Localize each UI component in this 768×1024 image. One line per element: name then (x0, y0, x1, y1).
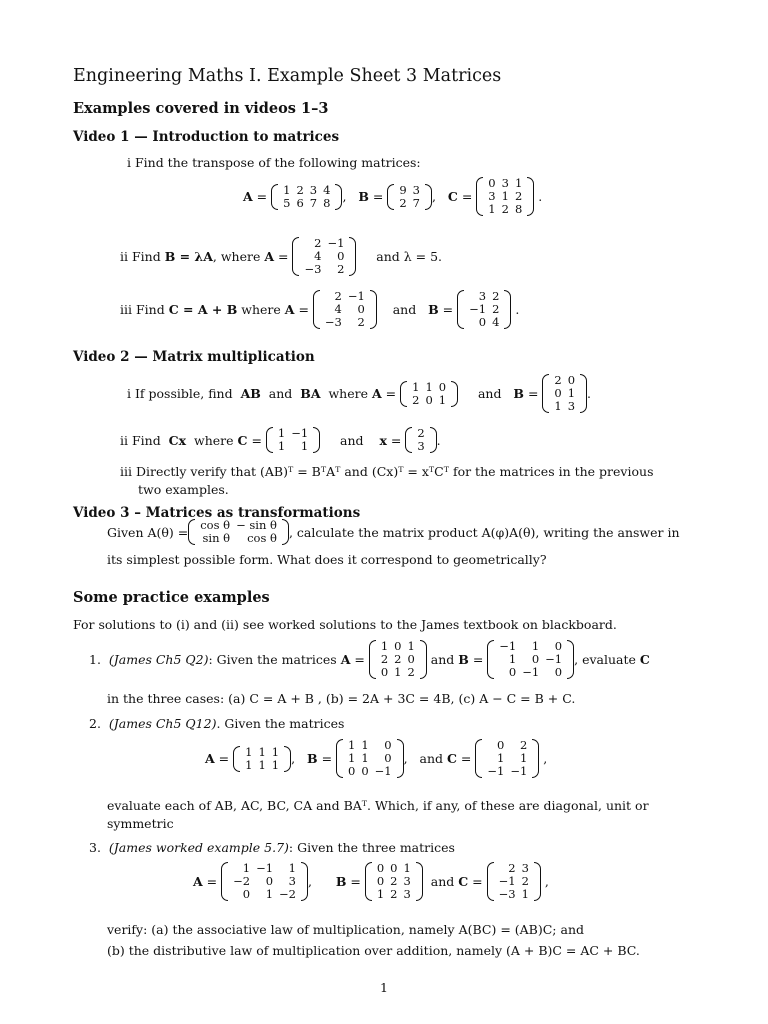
video2-item-iii-line2: two examples. (138, 482, 229, 497)
matrix-entry: 1 (501, 189, 509, 203)
matrix-row (396, 184, 423, 197)
matrix-entry: 2 (407, 665, 415, 679)
matrix-entry: 4 (334, 302, 342, 316)
matrix-entry: cos θ (247, 531, 277, 545)
matrix-row (414, 440, 427, 453)
matrix-entries (396, 184, 423, 210)
matrix-entry: 4 (323, 182, 331, 197)
matrix-entry: 0 (488, 176, 496, 190)
ii-lambda: and λ = 5. (376, 249, 443, 264)
matrix-entry: 0 (438, 379, 447, 394)
q2-eval-line1: evaluate each of AB, AC, BC, CA and BAᵀ. Which, if any, of these are diagonal, unit or (107, 798, 649, 813)
matrix-entry: 1 (380, 639, 389, 653)
matrix-v2-C (266, 427, 320, 453)
matrix-q3-C (487, 862, 541, 901)
right-paren (567, 640, 574, 679)
video2-item-i: i If possible, find AB and BA where A = 1 1 0 2 0 1 and B = 2 0 0 1 1 3 . (127, 373, 592, 413)
matrix-A (271, 184, 342, 210)
matrix-entry: 6 (296, 195, 304, 210)
left-paren (542, 374, 549, 413)
matrix-entry: −3 (304, 262, 322, 276)
left-paren (188, 519, 195, 545)
matrix-entry: 2 (337, 262, 345, 276)
matrix-entry: 3 (288, 874, 296, 888)
matrix-entry: 0 (394, 639, 402, 653)
matrix-entry: 2 (521, 874, 529, 888)
matrix-iii-B (457, 290, 511, 329)
left-paren (271, 184, 278, 210)
matrix-entry: 1 (554, 399, 562, 413)
matrix-row (345, 765, 395, 778)
matrix-entry: 2 (296, 182, 304, 197)
left-paren (487, 862, 494, 901)
matrix-entry: 0 (357, 302, 365, 316)
iii-label: iii Find (120, 302, 165, 317)
matrix-entry: −3 (498, 887, 516, 901)
matrix-row (301, 263, 347, 276)
matrix-entry: 2 (492, 302, 500, 316)
matrix-entry: 1 (258, 757, 266, 772)
matrix-q2-B (336, 739, 404, 778)
video3-question-line2: its simplest possible form. What does it correspond to geometrically? (107, 552, 547, 567)
matrix-entry: 1 (521, 887, 529, 901)
matrix-entry: 1 (288, 861, 296, 875)
matrix-entry: 8 (514, 202, 523, 216)
matrix-entry: −1 (522, 665, 540, 679)
matrix-row (484, 765, 530, 778)
matrix-row (374, 888, 414, 901)
matrix-entry: −1 (487, 764, 505, 778)
right-paren (335, 184, 342, 210)
matrix-entries (551, 374, 578, 413)
right-paren (580, 374, 587, 413)
matrix-entry: 0 (407, 652, 415, 666)
matrix-entry: 1 (403, 861, 411, 875)
matrix-entry: 1 (245, 757, 253, 772)
matrix-entry: 0 (384, 751, 392, 765)
q1-row: 1. (James Ch5 Q2) : Given the matrices A = 1 0 1 2 2 0 0 1 2 and B = −1 1 0 1 0 −1 0 −1 0 , evaluate C (89, 639, 650, 679)
left-paren (292, 237, 299, 276)
matrix-row (275, 440, 311, 453)
matrix-row (496, 888, 532, 901)
matrix-entry: 2 (357, 315, 365, 329)
matrix-entry: 2 (334, 289, 342, 303)
matrix-entry: 2 (314, 236, 322, 250)
practice-heading: Some practice examples (73, 589, 270, 606)
right-paren (425, 184, 432, 210)
video2-item-ii: ii Find Cx where C = 1 −1 1 1 and x = 2 3 . (120, 426, 441, 453)
matrix-entries (484, 739, 530, 778)
right-paren (504, 290, 511, 329)
q3-heading: 3. (James worked example 5.7) : Given the three matrices (89, 840, 455, 855)
matrix-entries (301, 237, 347, 276)
matrix-entry: 1 (300, 439, 309, 453)
matrix-q2-A (233, 746, 291, 772)
left-paren (400, 381, 407, 407)
matrix-entry: 0 (390, 861, 398, 875)
right-paren (370, 290, 377, 329)
matrix-entry: 2 (390, 874, 398, 888)
matrix-row (197, 532, 280, 545)
video1-item-iii: iii Find C = A + B where A = 2 −1 4 0 −3 2 and B = 3 2 −1 2 0 4 . (120, 289, 520, 329)
left-paren (387, 184, 394, 210)
matrix-entry: 3 (403, 874, 411, 888)
matrix-entry: 1 (567, 386, 576, 400)
q1-cases: in the three cases: (a) C = A + B , (b) = 2A + 3C = 4B, (c) A − C = B + C. (107, 691, 576, 706)
left-paren (369, 640, 376, 679)
q2-matrices: A = 1 1 1 1 1 1 , B = 1 1 0 1 1 0 0 0 −1 , and C = 0 2 1 1 −1 −1 , (205, 738, 548, 778)
right-paren (420, 640, 427, 679)
matrix-entry: 2 (417, 426, 425, 440)
video1-item-i: i Find the transpose of the following matrices: (127, 155, 421, 170)
matrix-entry: 2 (380, 652, 389, 666)
ii-where: , where (212, 249, 261, 264)
right-paren (534, 862, 541, 901)
matrix-entry: −3 (324, 315, 342, 329)
left-paren (233, 746, 240, 772)
matrix-entry: 0 (265, 874, 274, 888)
matrix-entry: 0 (425, 392, 433, 407)
matrix-entry: 7 (309, 195, 318, 210)
matrix-q3-A (221, 862, 308, 901)
left-paren (221, 862, 228, 901)
matrix-q1-A (369, 640, 427, 679)
matrix-rotation (188, 519, 289, 545)
matrix-row (242, 759, 282, 772)
matrix-entry: 1 (242, 861, 251, 875)
matrix-entry: 1 (277, 439, 286, 453)
matrix-entry: 4 (314, 249, 322, 263)
matrix-entry: 0 (337, 249, 345, 263)
matrix-entries (466, 290, 502, 329)
matrix-entries (197, 519, 280, 545)
matrix-entry: 0 (554, 665, 563, 679)
matrix-entry: 1 (514, 176, 523, 190)
matrix-row (496, 666, 565, 679)
matrix-row (242, 746, 282, 759)
matrix-v2-x (405, 427, 436, 453)
video2-heading: Video 2 — Matrix multiplication (73, 349, 315, 365)
matrix-row (409, 394, 449, 407)
matrix-entry: 1 (519, 751, 528, 765)
matrix-entry: 1 (376, 887, 385, 901)
matrix-entries (414, 427, 427, 453)
iii-expression: C = A + B (168, 302, 238, 317)
matrix-entry: 1 (283, 182, 291, 197)
q3-verify-a: verify: (a) the associative law of multiplication, namely A(BC) = (AB)C; and (107, 922, 584, 937)
matrix-entry: 1 (438, 392, 447, 407)
right-paren (430, 427, 437, 453)
matrix-row (322, 316, 368, 329)
left-paren (475, 739, 482, 778)
ii-expression: B = λA (164, 249, 213, 264)
matrix-entry: 1 (531, 639, 540, 653)
matrix-entries (280, 184, 333, 210)
left-paren (476, 177, 483, 216)
matrix-entry: 2 (492, 289, 500, 303)
left-paren (365, 862, 372, 901)
matrix-entry: 0 (361, 764, 369, 778)
matrix-entry: 3 (309, 182, 318, 197)
practice-intro: For solutions to (i) and (ii) see worked solutions to the James textbook on blackboard. (73, 617, 617, 632)
matrix-entry: −1 (374, 764, 392, 778)
matrix-entry: sin θ (202, 531, 231, 545)
matrix-entry: 0 (242, 887, 251, 901)
q2-heading: 2. (James Ch5 Q12) . Given the matrices (89, 716, 345, 731)
matrix-entry: 3 (478, 289, 487, 303)
matrix-entries (496, 640, 565, 679)
matrix-q1-B (487, 640, 574, 679)
matrix-entries (485, 177, 525, 216)
video3-heading: Video 3 – Matrices as transformations (73, 505, 361, 521)
matrix-v2-B (542, 374, 587, 413)
video3-question: Given A(θ) = cos θ − sin θ sin θ cos θ , calculate the matrix product A(φ)A(θ), writing the answer in (107, 518, 680, 545)
matrix-entry: 0 (380, 665, 389, 679)
right-paren (451, 381, 458, 407)
q3-verify-b: (b) the distributive law of multiplication over addition, namely (A + B)C = AC + BC. (107, 943, 640, 958)
matrix-entry: 0 (478, 315, 487, 329)
matrix-entry: 3 (567, 399, 576, 413)
matrix-entry: 2 (508, 861, 516, 875)
matrix-entry: 3 (417, 439, 425, 453)
matrix-entry: 2 (519, 738, 528, 752)
matrix-entry: 2 (390, 887, 398, 901)
left-paren (266, 427, 273, 453)
matrix-entry: 3 (488, 189, 496, 203)
left-paren (336, 739, 343, 778)
right-paren (416, 862, 423, 901)
matrix-entry: 1 (497, 751, 505, 765)
matrix-entry: 1 (271, 757, 280, 772)
matrix-entry: −1 (545, 652, 563, 666)
matrix-row (280, 197, 333, 210)
matrix-entry: 1 (265, 887, 274, 901)
matrix-row (396, 197, 423, 210)
video1-matrices-row: A = 1 2 3 4 5 6 7 8 , B = 9 3 2 7 , C = 0 3 1 3 1 2 1 2 8 . (243, 176, 543, 216)
matrix-entry: 8 (323, 195, 331, 210)
matrix-entry: 0 (508, 665, 517, 679)
matrix-entry: 2 (501, 202, 509, 216)
right-paren (313, 427, 320, 453)
matrix-entry: −1 (499, 639, 517, 653)
matrix-entry: 9 (399, 182, 407, 197)
right-paren (349, 237, 356, 276)
video2-item-iii-line1: iii Directly verify that (AB)ᵀ = BᵀAᵀ and (Cx)ᵀ = xᵀCᵀ for the matrices in the previous (120, 464, 654, 479)
matrix-row (466, 316, 502, 329)
matrix-entry: −1 (498, 874, 516, 888)
q3-matrices: A = 1 −1 1 −2 0 3 0 1 −2 , B = 0 0 1 0 2 3 1 2 3 and C = 2 3 −1 2 −3 1 , (193, 861, 549, 901)
matrix-C (476, 177, 534, 216)
matrix-entry: 0 (348, 764, 356, 778)
matrix-entry: 2 (412, 392, 420, 407)
matrix-v2-A (400, 381, 458, 407)
right-paren (527, 177, 534, 216)
iii-where: where (241, 302, 281, 317)
matrix-entry: 2 (399, 195, 407, 210)
matrix-entry: −1 (469, 302, 487, 316)
matrix-entry: 0 (567, 373, 576, 387)
matrix-entry: 0 (554, 386, 562, 400)
matrix-row (409, 381, 449, 394)
matrix-iii-A (313, 290, 377, 329)
matrix-entry: −1 (256, 861, 274, 875)
matrix-entry: 1 (361, 751, 369, 765)
right-paren (301, 862, 308, 901)
matrix-entry: 1 (412, 379, 420, 394)
matrix-entry: − sin θ (236, 518, 277, 532)
matrix-q2-C (475, 739, 539, 778)
right-paren (282, 519, 289, 545)
ii-label: ii Find (120, 249, 161, 264)
matrix-entry: −2 (279, 887, 296, 901)
q2-eval-line2: symmetric (107, 816, 174, 831)
matrix-entry: −2 (233, 874, 251, 888)
matrix-entry: −1 (347, 289, 365, 303)
matrix-q3-B (365, 862, 423, 901)
left-paren (313, 290, 320, 329)
matrix-row (378, 666, 418, 679)
matrix-entry: 2 (394, 652, 402, 666)
matrix-B (387, 184, 432, 210)
matrix-entry: 1 (361, 738, 369, 752)
matrix-entry: 0 (384, 738, 392, 752)
matrix-entries (496, 862, 532, 901)
right-paren (397, 739, 404, 778)
matrix-entry: 1 (488, 202, 496, 216)
matrix-entry: 1 (258, 744, 266, 759)
matrix-entry: 5 (283, 195, 291, 210)
matrix-row (485, 203, 525, 216)
right-paren (532, 739, 539, 778)
matrix-entry: 1 (245, 744, 253, 759)
matrix-entries (242, 746, 282, 772)
page-number: 1 (380, 980, 388, 995)
video1-heading: Video 1 — Introduction to matrices (73, 129, 340, 145)
matrix-entry: 3 (521, 861, 529, 875)
matrix-row (230, 888, 299, 901)
matrix-ii-A (292, 237, 356, 276)
video1-item-ii: ii Find B = λA , where A = 2 −1 4 0 −3 2 and λ = 5. (120, 236, 443, 276)
matrix-entry: 0 (376, 861, 385, 875)
matrix-entry: −1 (327, 236, 345, 250)
matrix-entry: 1 (425, 379, 433, 394)
matrix-entry: 2 (514, 189, 523, 203)
matrix-entry: 1 (348, 738, 356, 752)
matrix-entry: 7 (412, 195, 420, 210)
left-paren (457, 290, 464, 329)
matrix-entry: 3 (403, 887, 411, 901)
matrix-entry: 1 (271, 744, 280, 759)
matrix-entry: 1 (407, 639, 415, 653)
matrix-entries (322, 290, 368, 329)
matrix-entries (275, 427, 311, 453)
matrix-entry: −1 (291, 426, 309, 440)
matrix-entry: 2 (554, 373, 562, 387)
matrix-entry: −1 (510, 764, 528, 778)
right-paren (284, 746, 291, 772)
matrix-row (551, 400, 578, 413)
matrix-entry: 3 (501, 176, 509, 190)
left-paren (405, 427, 412, 453)
page-title: Engineering Maths I. Example Sheet 3 Matrices (73, 66, 502, 86)
matrix-entry: 4 (492, 315, 500, 329)
matrix-entry: 0 (531, 652, 540, 666)
matrix-entry: 0 (554, 639, 563, 653)
matrix-entry: 1 (508, 652, 517, 666)
matrix-entries (374, 862, 414, 901)
matrix-entry: 3 (412, 182, 420, 197)
left-paren (487, 640, 494, 679)
matrix-entries (378, 640, 418, 679)
matrix-entries (409, 381, 449, 407)
matrix-entry: 0 (497, 738, 505, 752)
matrix-entry: 1 (348, 751, 356, 765)
matrix-entry: 1 (277, 426, 286, 440)
section-heading-examples: Examples covered in videos 1–3 (73, 100, 329, 117)
matrix-entries (230, 862, 299, 901)
matrix-entry: 0 (376, 874, 385, 888)
matrix-row (280, 184, 333, 197)
matrix-entry: 1 (394, 665, 402, 679)
matrix-entry: cos θ (200, 518, 231, 532)
matrix-entries (345, 739, 395, 778)
